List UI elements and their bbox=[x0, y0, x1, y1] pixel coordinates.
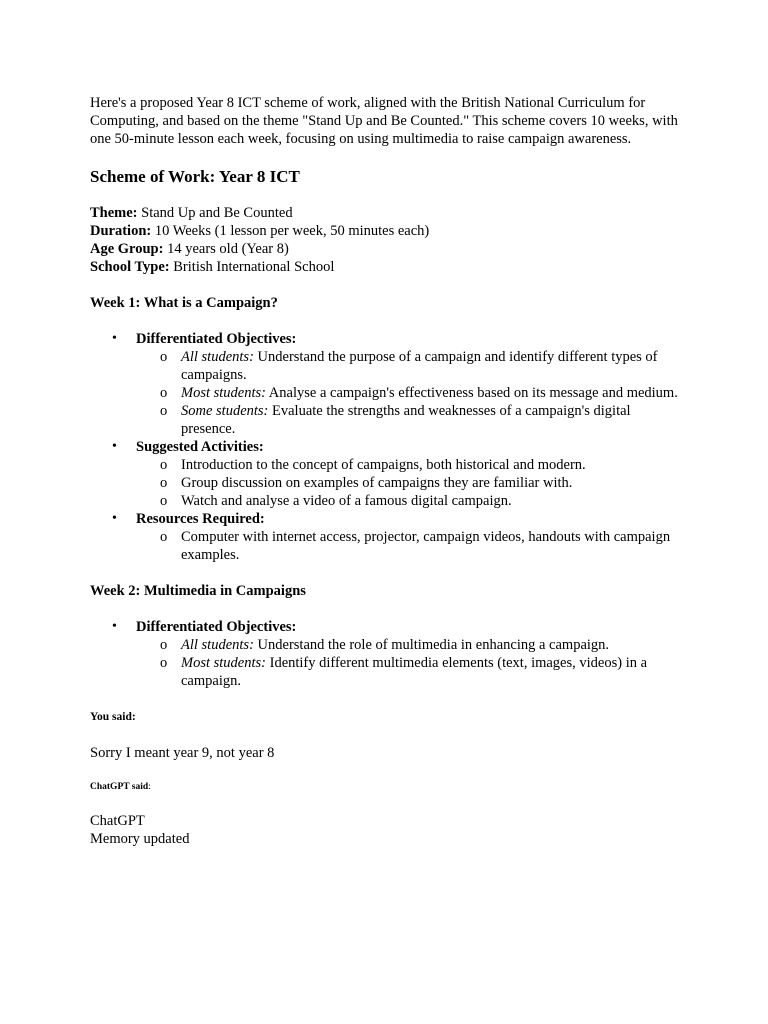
meta-school-value: British International School bbox=[169, 259, 335, 275]
activities-list bbox=[136, 456, 680, 510]
meta-theme-label: Theme: bbox=[90, 205, 138, 221]
chatgpt-name: ChatGPT bbox=[90, 813, 145, 829]
list-item bbox=[136, 654, 680, 690]
objective-lead: All students: bbox=[181, 637, 254, 653]
objectives-list bbox=[136, 636, 680, 690]
scheme-meta bbox=[90, 204, 680, 276]
chatgpt-said-text: ChatGPT said bbox=[90, 782, 149, 792]
week-1-list bbox=[90, 330, 680, 564]
document-title: Scheme of Work: Year 8 ICT bbox=[90, 167, 300, 186]
memory-updated-note: Memory updated bbox=[90, 831, 190, 847]
activity-text: Group discussion on examples of campaigns they are familiar with. bbox=[181, 475, 573, 491]
objectives-list bbox=[136, 348, 680, 438]
bullet-icon: • bbox=[112, 511, 117, 526]
week-2-list bbox=[90, 618, 680, 690]
meta-duration-value: 10 Weeks (1 lesson per week, 50 minutes each) bbox=[151, 223, 430, 239]
objective-lead: Most students: bbox=[181, 385, 266, 401]
meta-school-label: School Type: bbox=[90, 259, 170, 275]
objective-text: Understand the role of multimedia in enhancing a campaign. bbox=[253, 637, 610, 653]
objectives-heading: Differentiated Objectives: bbox=[136, 331, 297, 347]
bullet-icon: • bbox=[112, 619, 117, 634]
meta-age-label: Age Group: bbox=[90, 241, 164, 257]
meta-theme bbox=[90, 204, 680, 222]
resource-text: Computer with internet access, projector, campaign videos, handouts with campaign examples. bbox=[181, 529, 671, 563]
objectives-heading: Differentiated Objectives: bbox=[136, 619, 297, 635]
list-item bbox=[136, 492, 680, 510]
list-item bbox=[136, 636, 680, 654]
bullet-icon: • bbox=[112, 331, 117, 346]
sub-bullet-icon: o bbox=[160, 385, 168, 401]
list-item bbox=[136, 402, 680, 438]
list-item bbox=[136, 528, 680, 564]
objective-text: Understand the purpose of a campaign and identify different types of campaigns. bbox=[181, 349, 658, 383]
objective-text: Evaluate the strengths and weaknesses of a campaign's digital presence. bbox=[181, 403, 631, 437]
week-1-activities bbox=[90, 438, 680, 510]
sub-bullet-icon: o bbox=[160, 403, 168, 419]
week-2-heading: Week 2: Multimedia in Campaigns bbox=[90, 583, 306, 599]
objective-text: Analyse a campaign's effectiveness based on its message and medium. bbox=[265, 385, 678, 401]
sub-bullet-icon: o bbox=[160, 457, 168, 473]
meta-age-group bbox=[90, 240, 680, 258]
meta-duration-label: Duration: bbox=[90, 223, 152, 239]
chatgpt-said-colon: : bbox=[148, 782, 151, 792]
objective-lead: Most students: bbox=[181, 655, 266, 671]
activity-text: Watch and analyse a video of a famous digital campaign. bbox=[181, 493, 512, 509]
bullet-icon: • bbox=[112, 439, 117, 454]
sub-bullet-icon: o bbox=[160, 637, 168, 653]
list-item bbox=[136, 384, 680, 402]
sub-bullet-icon: o bbox=[160, 349, 168, 365]
meta-age-value: 14 years old (Year 8) bbox=[163, 241, 289, 257]
list-item bbox=[136, 474, 680, 492]
sub-bullet-icon: o bbox=[160, 529, 168, 545]
activities-heading: Suggested Activities: bbox=[136, 439, 264, 455]
list-item bbox=[136, 348, 680, 384]
objective-text: Identify different multimedia elements (text, images, videos) in a campaign. bbox=[181, 655, 648, 689]
week-2-objectives bbox=[90, 618, 680, 690]
chatgpt-said-label bbox=[90, 778, 680, 796]
objective-lead: All students: bbox=[181, 349, 254, 365]
resources-heading: Resources Required: bbox=[136, 511, 265, 527]
resources-list bbox=[136, 528, 680, 564]
meta-duration bbox=[90, 222, 680, 240]
intro-paragraph: Here's a proposed Year 8 ICT scheme of work, aligned with the British National Curriculum for Computing, and based on the theme "Stand Up and Be Counted." This scheme covers 10 weeks, with one 50-minute lesson each week, focusing on using multimedia to raise campaign awareness. bbox=[90, 95, 678, 147]
user-message: Sorry I meant year 9, not year 8 bbox=[90, 745, 275, 761]
sub-bullet-icon: o bbox=[160, 493, 168, 509]
objective-lead: Some students: bbox=[181, 403, 269, 419]
week-1-heading: Week 1: What is a Campaign? bbox=[90, 295, 278, 311]
list-item bbox=[136, 456, 680, 474]
meta-school-type bbox=[90, 258, 680, 276]
document-body bbox=[90, 94, 680, 848]
you-said-label: You said: bbox=[90, 711, 136, 723]
week-1-resources bbox=[90, 510, 680, 564]
week-1-objectives bbox=[90, 330, 680, 438]
sub-bullet-icon: o bbox=[160, 655, 168, 671]
activity-text: Introduction to the concept of campaigns, both historical and modern. bbox=[181, 457, 586, 473]
meta-theme-value: Stand Up and Be Counted bbox=[137, 205, 293, 221]
sub-bullet-icon: o bbox=[160, 475, 168, 491]
